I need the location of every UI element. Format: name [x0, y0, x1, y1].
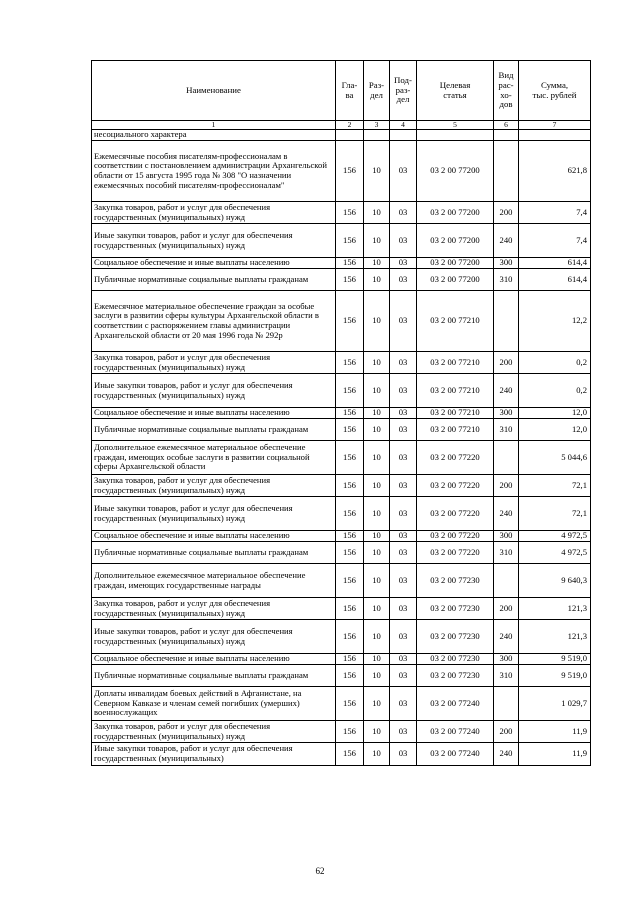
row-amount: 11,9	[519, 743, 591, 766]
row-expense-type	[494, 564, 519, 598]
row-amount: 121,3	[519, 620, 591, 654]
column-number: 2	[336, 121, 364, 130]
table-row	[92, 441, 591, 475]
row-name: Ежемесячное материальное обеспечение граждан за особые заслуги в развитии сферы культуры Архангельской области в соответствии с распоряжением главы администрации Архангельской области от 20 мая 1996 года № 292р	[92, 291, 336, 352]
row-expense-type: 200	[494, 475, 519, 497]
table-row	[92, 665, 591, 687]
row-target: 03 2 00 77230	[417, 654, 494, 665]
row-expense-type: 200	[494, 721, 519, 743]
row-name: Социальное обеспечение и иные выплаты населению	[92, 531, 336, 542]
table-row	[92, 497, 591, 531]
table-row	[92, 269, 591, 291]
table-row	[92, 721, 591, 743]
table-row	[92, 224, 591, 258]
row-target: 03 2 00 77220	[417, 475, 494, 497]
header-subsection: Под- раз- дел	[390, 61, 417, 121]
column-number: 5	[417, 121, 494, 130]
row-amount: 621,8	[519, 141, 591, 202]
table-row	[92, 202, 591, 224]
row-amount: 0,2	[519, 374, 591, 408]
row-chapter: 156	[336, 291, 364, 352]
budget-table	[91, 60, 591, 766]
row-amount: 7,4	[519, 224, 591, 258]
table-row	[92, 374, 591, 408]
row-expense-type	[494, 441, 519, 475]
row-chapter: 156	[336, 475, 364, 497]
row-chapter: 156	[336, 687, 364, 721]
header-target: Целевая статья	[417, 61, 494, 121]
table-row	[92, 564, 591, 598]
table-row	[92, 475, 591, 497]
row-name: Социальное обеспечение и иные выплаты населению	[92, 408, 336, 419]
row-target: 03 2 00 77200	[417, 141, 494, 202]
row-subsection: 03	[390, 721, 417, 743]
header-expense-type: Вид рас- хо- дов	[494, 61, 519, 121]
row-expense-type: 300	[494, 654, 519, 665]
row-chapter: 156	[336, 224, 364, 258]
table-row	[92, 687, 591, 721]
table-row	[92, 654, 591, 665]
table-row	[92, 620, 591, 654]
row-expense-type: 300	[494, 258, 519, 269]
column-number: 4	[390, 121, 417, 130]
row-section: 10	[364, 419, 390, 441]
row-subsection: 03	[390, 743, 417, 766]
row-target: 03 2 00 77230	[417, 665, 494, 687]
row-name: Иные закупки товаров, работ и услуг для обеспечения государственных (муниципальных) нужд	[92, 620, 336, 654]
row-subsection: 03	[390, 564, 417, 598]
row-amount: 1 029,7	[519, 687, 591, 721]
row-expense-type: 240	[494, 497, 519, 531]
row-section: 10	[364, 441, 390, 475]
table-row	[92, 141, 591, 202]
row-amount: 9 519,0	[519, 654, 591, 665]
row-chapter: 156	[336, 743, 364, 766]
row-amount: 7,4	[519, 202, 591, 224]
row-expense-type: 240	[494, 224, 519, 258]
row-expense-type: 240	[494, 374, 519, 408]
row-section: 10	[364, 620, 390, 654]
row-target: 03 2 00 77210	[417, 352, 494, 374]
row-amount: 12,0	[519, 408, 591, 419]
row-target: 03 2 00 77220	[417, 497, 494, 531]
page-number: 62	[315, 866, 325, 876]
table-row	[92, 598, 591, 620]
row-subsection: 03	[390, 497, 417, 531]
row-expense-type: 200	[494, 598, 519, 620]
row-section: 10	[364, 598, 390, 620]
row-amount: 72,1	[519, 475, 591, 497]
row-target: 03 2 00 77200	[417, 258, 494, 269]
row-target: 03 2 00 77230	[417, 620, 494, 654]
row-expense-type: 300	[494, 408, 519, 419]
row-amount: 5 044,6	[519, 441, 591, 475]
row-name: Закупка товаров, работ и услуг для обеспечения государственных (муниципальных) нужд	[92, 202, 336, 224]
row-target: 03 2 00 77240	[417, 743, 494, 766]
row-target: 03 2 00 77200	[417, 224, 494, 258]
row-target: 03 2 00 77210	[417, 408, 494, 419]
row-section: 10	[364, 224, 390, 258]
row-subsection: 03	[390, 475, 417, 497]
table-row	[92, 130, 591, 141]
row-subsection: 03	[390, 419, 417, 441]
table-row	[92, 542, 591, 564]
row-chapter: 156	[336, 542, 364, 564]
row-target: 03 2 00 77230	[417, 564, 494, 598]
row-amount: 614,4	[519, 258, 591, 269]
row-name: Закупка товаров, работ и услуг для обеспечения государственных (муниципальных) нужд	[92, 352, 336, 374]
row-chapter: 156	[336, 665, 364, 687]
row-target	[417, 130, 494, 141]
row-section: 10	[364, 654, 390, 665]
row-name: Иные закупки товаров, работ и услуг для обеспечения государственных (муниципальных)	[92, 743, 336, 766]
header-name: Наименование	[92, 61, 336, 121]
row-section: 10	[364, 564, 390, 598]
row-section: 10	[364, 497, 390, 531]
row-name: Дополнительное ежемесячное материальное обеспечение граждан, имеющих особые заслуги в развитии социальной сферы Архангельской области	[92, 441, 336, 475]
row-name: Социальное обеспечение и иные выплаты населению	[92, 654, 336, 665]
row-subsection: 03	[390, 542, 417, 564]
row-target: 03 2 00 77210	[417, 374, 494, 408]
row-subsection: 03	[390, 620, 417, 654]
row-target: 03 2 00 77210	[417, 419, 494, 441]
row-section: 10	[364, 542, 390, 564]
table-row	[92, 531, 591, 542]
row-section: 10	[364, 743, 390, 766]
row-name: Закупка товаров, работ и услуг для обеспечения государственных (муниципальных) нужд	[92, 721, 336, 743]
row-chapter: 156	[336, 654, 364, 665]
row-target: 03 2 00 77220	[417, 441, 494, 475]
row-subsection: 03	[390, 441, 417, 475]
row-amount: 11,9	[519, 721, 591, 743]
row-chapter: 156	[336, 352, 364, 374]
row-subsection: 03	[390, 598, 417, 620]
row-expense-type	[494, 141, 519, 202]
row-subsection	[390, 130, 417, 141]
table-row	[92, 258, 591, 269]
header-section: Раз- дел	[364, 61, 390, 121]
column-number: 7	[519, 121, 591, 130]
row-section: 10	[364, 721, 390, 743]
row-subsection: 03	[390, 408, 417, 419]
row-subsection: 03	[390, 258, 417, 269]
row-name: Публичные нормативные социальные выплаты гражданам	[92, 269, 336, 291]
table-row	[92, 408, 591, 419]
row-chapter: 156	[336, 258, 364, 269]
row-amount: 614,4	[519, 269, 591, 291]
table-row	[92, 419, 591, 441]
row-section: 10	[364, 475, 390, 497]
row-subsection: 03	[390, 269, 417, 291]
row-target: 03 2 00 77200	[417, 269, 494, 291]
row-target: 03 2 00 77210	[417, 291, 494, 352]
row-section: 10	[364, 269, 390, 291]
row-name: Иные закупки товаров, работ и услуг для обеспечения государственных (муниципальных) нужд	[92, 497, 336, 531]
table-row	[92, 291, 591, 352]
row-amount: 0,2	[519, 352, 591, 374]
row-target: 03 2 00 77240	[417, 721, 494, 743]
row-name: Публичные нормативные социальные выплаты гражданам	[92, 542, 336, 564]
row-name: несоциального характера	[92, 130, 336, 141]
row-chapter: 156	[336, 202, 364, 224]
row-section: 10	[364, 665, 390, 687]
row-section: 10	[364, 258, 390, 269]
row-amount: 72,1	[519, 497, 591, 531]
row-section: 10	[364, 408, 390, 419]
row-name: Закупка товаров, работ и услуг для обеспечения государственных (муниципальных) нужд	[92, 475, 336, 497]
column-number: 6	[494, 121, 519, 130]
row-name: Иные закупки товаров, работ и услуг для обеспечения государственных (муниципальных) нужд	[92, 224, 336, 258]
row-expense-type: 310	[494, 269, 519, 291]
row-subsection: 03	[390, 654, 417, 665]
row-name: Доплаты инвалидам боевых действий в Афганистане, на Северном Кавказе и членам семей погибших (умерших) военнослужащих	[92, 687, 336, 721]
row-name: Закупка товаров, работ и услуг для обеспечения государственных (муниципальных) нужд	[92, 598, 336, 620]
row-name: Иные закупки товаров, работ и услуг для обеспечения государственных (муниципальных) нужд	[92, 374, 336, 408]
row-expense-type: 310	[494, 542, 519, 564]
row-subsection: 03	[390, 687, 417, 721]
row-expense-type	[494, 130, 519, 141]
row-section: 10	[364, 531, 390, 542]
row-target: 03 2 00 77230	[417, 598, 494, 620]
row-expense-type: 240	[494, 743, 519, 766]
header-row	[92, 61, 591, 121]
row-subsection: 03	[390, 665, 417, 687]
row-amount: 12,0	[519, 419, 591, 441]
row-chapter	[336, 130, 364, 141]
row-subsection: 03	[390, 202, 417, 224]
row-chapter: 156	[336, 564, 364, 598]
row-subsection: 03	[390, 224, 417, 258]
row-section: 10	[364, 352, 390, 374]
row-amount: 4 972,5	[519, 531, 591, 542]
row-amount	[519, 130, 591, 141]
header-amount: Сумма, тыс. рублей	[519, 61, 591, 121]
column-number-row	[92, 121, 591, 130]
row-chapter: 156	[336, 441, 364, 475]
row-expense-type: 240	[494, 620, 519, 654]
row-expense-type: 310	[494, 419, 519, 441]
row-section: 10	[364, 374, 390, 408]
row-name: Публичные нормативные социальные выплаты гражданам	[92, 419, 336, 441]
column-number: 1	[92, 121, 336, 130]
row-chapter: 156	[336, 269, 364, 291]
row-amount: 9 519,0	[519, 665, 591, 687]
row-target: 03 2 00 77220	[417, 542, 494, 564]
row-section: 10	[364, 687, 390, 721]
row-expense-type: 310	[494, 665, 519, 687]
row-section: 10	[364, 141, 390, 202]
row-chapter: 156	[336, 419, 364, 441]
row-chapter: 156	[336, 374, 364, 408]
row-target: 03 2 00 77220	[417, 531, 494, 542]
row-target: 03 2 00 77240	[417, 687, 494, 721]
row-chapter: 156	[336, 141, 364, 202]
row-section: 10	[364, 291, 390, 352]
row-chapter: 156	[336, 408, 364, 419]
table-row	[92, 743, 591, 766]
row-amount: 4 972,5	[519, 542, 591, 564]
row-chapter: 156	[336, 598, 364, 620]
row-section	[364, 130, 390, 141]
row-chapter: 156	[336, 497, 364, 531]
header-chapter: Гла- ва	[336, 61, 364, 121]
row-chapter: 156	[336, 531, 364, 542]
row-name: Социальное обеспечение и иные выплаты населению	[92, 258, 336, 269]
row-chapter: 156	[336, 721, 364, 743]
row-subsection: 03	[390, 352, 417, 374]
row-subsection: 03	[390, 374, 417, 408]
row-expense-type: 200	[494, 202, 519, 224]
table-row	[92, 352, 591, 374]
row-amount: 12,2	[519, 291, 591, 352]
row-subsection: 03	[390, 141, 417, 202]
table-body	[92, 130, 591, 766]
row-chapter: 156	[336, 620, 364, 654]
row-name: Ежемесячные пособия писателям-профессионалам в соответствии с постановлением администрации Архангельской области от 15 августа 1995 года № 308 "О назначении ежемесячных пособий писателям-профессионалам"	[92, 141, 336, 202]
row-expense-type: 300	[494, 531, 519, 542]
row-amount: 121,3	[519, 598, 591, 620]
row-amount: 9 640,3	[519, 564, 591, 598]
row-expense-type	[494, 687, 519, 721]
row-name: Дополнительное ежемесячное материальное обеспечение граждан, имеющих государственные награды	[92, 564, 336, 598]
row-subsection: 03	[390, 531, 417, 542]
column-number: 3	[364, 121, 390, 130]
row-expense-type: 200	[494, 352, 519, 374]
row-expense-type	[494, 291, 519, 352]
row-target: 03 2 00 77200	[417, 202, 494, 224]
row-subsection: 03	[390, 291, 417, 352]
row-section: 10	[364, 202, 390, 224]
row-name: Публичные нормативные социальные выплаты гражданам	[92, 665, 336, 687]
